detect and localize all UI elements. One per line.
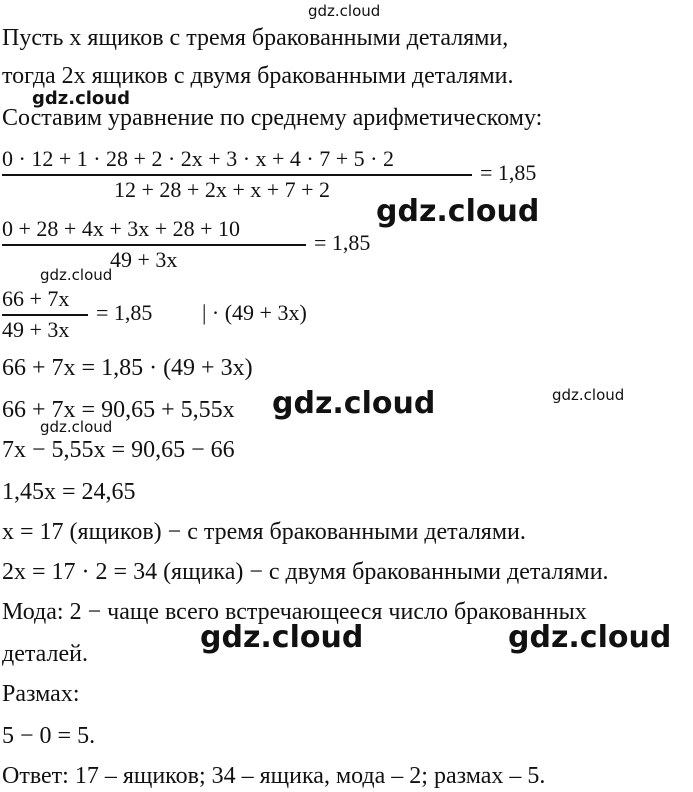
- watermark: gdz.cloud: [40, 418, 113, 436]
- text-line: Составим уравнение по среднему арифметическому:: [2, 105, 543, 131]
- text-line: Размах:: [2, 681, 80, 707]
- watermark: gdz.cloud: [200, 620, 364, 655]
- watermark: gdz.cloud: [508, 620, 672, 655]
- watermark: gdz.cloud: [40, 266, 113, 284]
- text-line: 2x = 17 · 2 = 34 (ящика) − с двумя бракованными деталями.: [2, 559, 609, 585]
- watermark: gdz.cloud: [552, 386, 625, 404]
- text-line: деталей.: [2, 641, 88, 667]
- text-line: Ответ: 17 – ящиков; 34 – ящика, мода – 2; размах – 5.: [2, 763, 546, 789]
- watermark: gdz.cloud: [272, 386, 436, 421]
- text-line: 66 + 7x = 1,85 · (49 + 3x): [2, 355, 253, 381]
- equation-fraction-2: [2, 216, 602, 276]
- text-line: 5 − 0 = 5.: [2, 723, 96, 749]
- fraction-bar: [2, 244, 306, 246]
- watermark: gdz.cloud: [32, 88, 130, 109]
- equation-fraction-1: [2, 146, 602, 206]
- fraction-bar: [2, 314, 88, 316]
- text-line: 66 + 7x = 90,65 + 5,55x: [2, 397, 235, 423]
- fraction-numerator: 0 + 28 + 4x + 3x + 28 + 10: [2, 216, 241, 241]
- text-line: Мода: 2 − чаще всего встречающееся число бракованных: [2, 599, 587, 625]
- fraction-denominator: 49 + 3x: [2, 317, 70, 342]
- watermark: gdz.cloud: [308, 2, 381, 20]
- fraction-denominator: 49 + 3x: [110, 247, 178, 272]
- fraction-numerator: 66 + 7x: [2, 286, 70, 311]
- fraction-denominator: 12 + 28 + 2x + x + 7 + 2: [114, 177, 331, 202]
- text-line: тогда 2x ящиков с двумя бракованными деталями.: [2, 63, 514, 89]
- text-line: x = 17 (ящиков) − с тремя бракованными деталями.: [2, 519, 526, 545]
- equation-fraction-3: [2, 286, 602, 346]
- text-line: 7x − 5,55x = 90,65 − 66: [2, 437, 235, 463]
- fraction-rhs: = 1,85: [96, 300, 153, 325]
- text-line: Пусть x ящиков с тремя бракованными деталями,: [2, 25, 509, 51]
- watermark: gdz.cloud: [376, 194, 540, 229]
- fraction-rhs: = 1,85: [314, 230, 371, 255]
- fraction-bar: [2, 174, 472, 176]
- text-line: 1,45x = 24,65: [2, 479, 136, 505]
- fraction-rhs: = 1,85: [480, 160, 537, 185]
- fraction-numerator: 0 · 12 + 1 · 28 + 2 · 2x + 3 · x + 4 · 7 + 5 · 2: [2, 146, 394, 171]
- fraction-operation: | · (49 + 3x): [202, 300, 307, 325]
